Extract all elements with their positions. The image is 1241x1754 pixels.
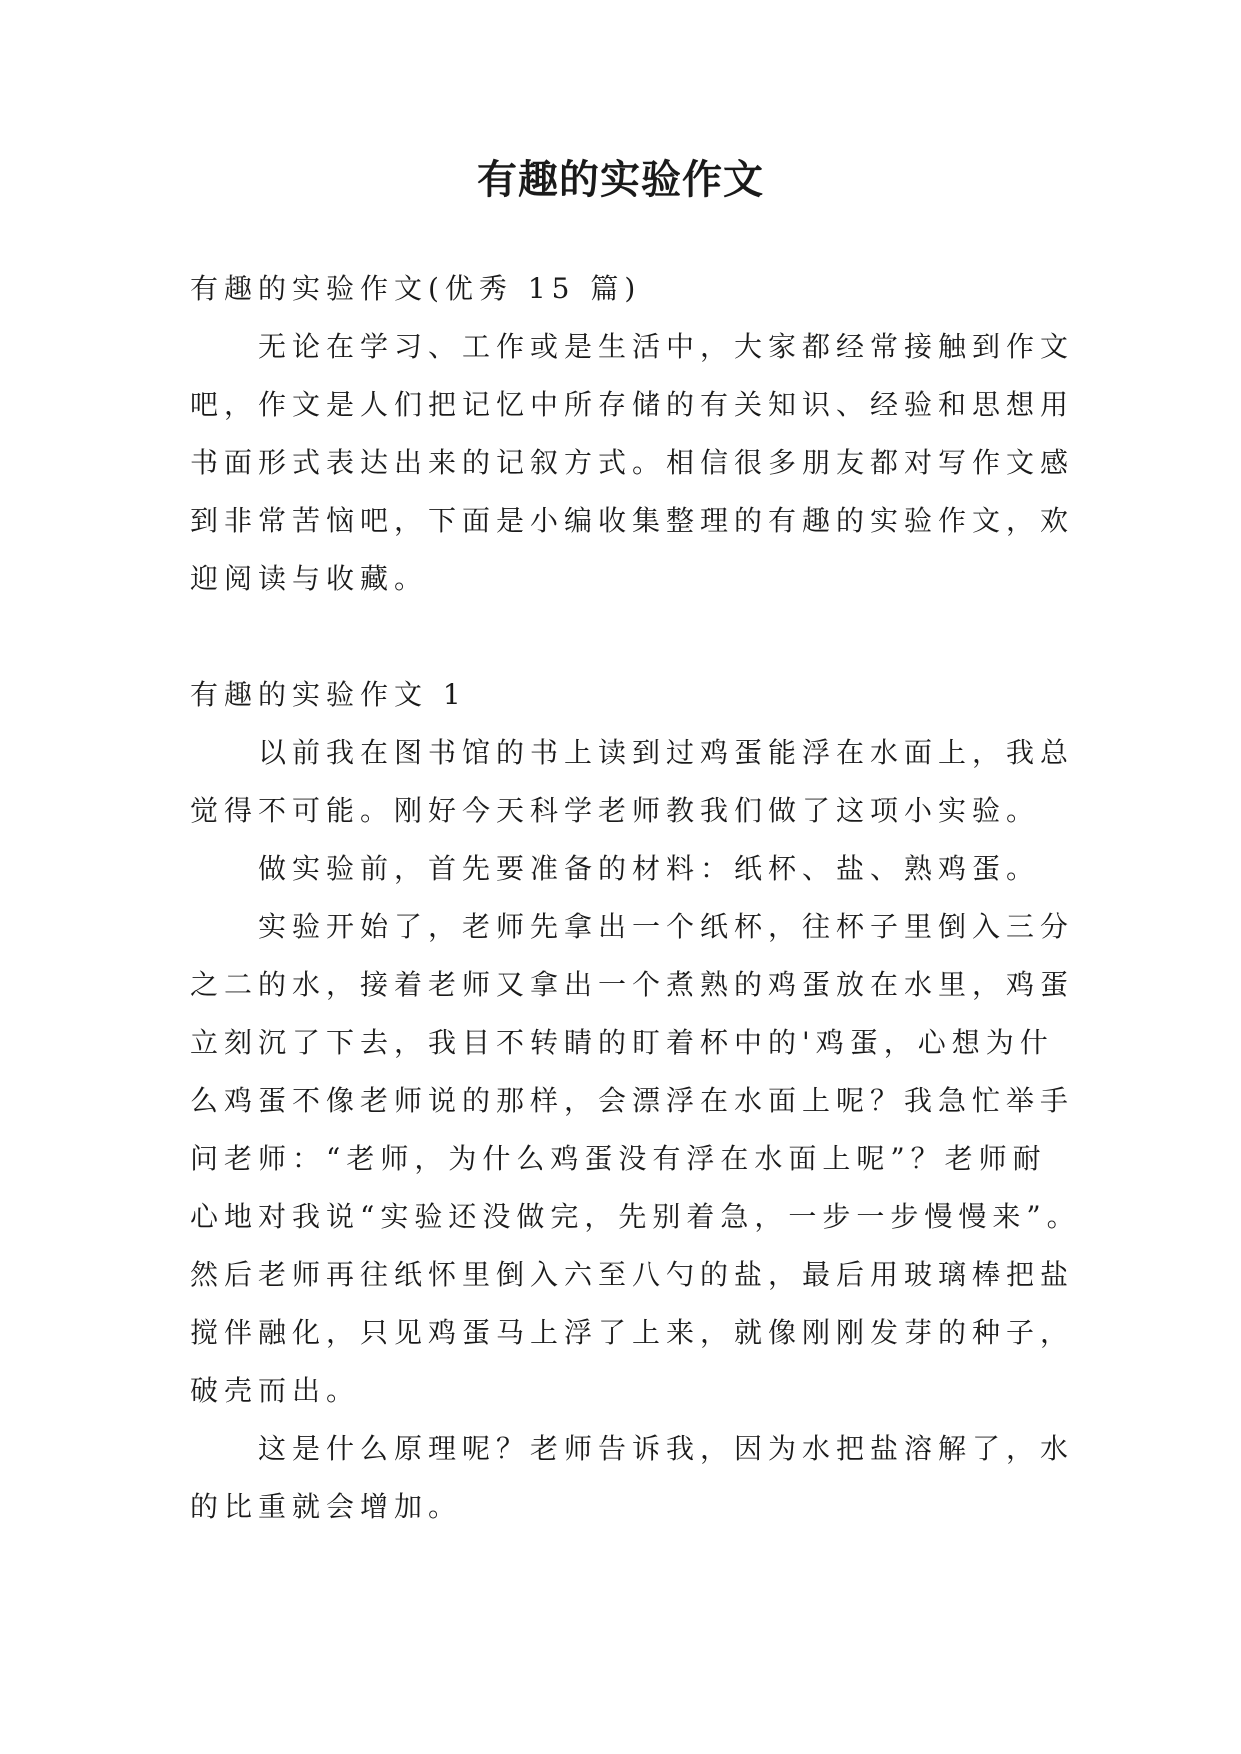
text-line: 心地对我说“实验还没做完，先别着急，一步一步慢慢来”。 <box>190 1200 1081 1233</box>
paragraph <box>190 724 1075 840</box>
text-line: 破壳而出。 <box>190 1374 361 1407</box>
section-heading: 有趣的实验作文 1 <box>190 678 467 711</box>
text-line: 么鸡蛋不像老师说的那样，会漂浮在水面上呢？我急忙举手 <box>190 1084 1075 1117</box>
document-body <box>190 260 1081 1536</box>
text-line: 问老师：“老师，为什么鸡蛋没有浮在水面上呢”？老师耐 <box>190 1142 1047 1175</box>
paragraph <box>190 840 1058 898</box>
text-line: 做实验前，首先要准备的材料：纸杯、盐、熟鸡蛋。 <box>258 852 1041 885</box>
text-line: 的比重就会增加。 <box>190 1490 463 1523</box>
intro-paragraph <box>190 318 1075 608</box>
document-subtitle: 有趣的实验作文(优秀 15 篇) <box>190 272 642 305</box>
text-line: 到非常苦恼吧，下面是小编收集整理的有趣的实验作文，欢 <box>190 504 1075 537</box>
text-line: 实验开始了，老师先拿出一个纸杯，往杯子里倒入三分 <box>258 910 1075 943</box>
text-line: 之二的水，接着老师又拿出一个煮熟的鸡蛋放在水里，鸡蛋 <box>190 968 1075 1001</box>
paragraph-spacer <box>190 608 1058 666</box>
text-line: 迎阅读与收藏。 <box>190 562 429 595</box>
text-line: 无论在学习、工作或是生活中，大家都经常接触到作文 <box>258 330 1075 363</box>
text-line: 觉得不可能。刚好今天科学老师教我们做了这项小实验。 <box>190 794 1041 827</box>
document-title: 有趣的实验作文 <box>477 156 764 203</box>
text-line: 这是什么原理呢？老师告诉我，因为水把盐溶解了，水 <box>258 1432 1075 1465</box>
paragraph <box>190 898 1081 1420</box>
text-line: 搅伴融化，只见鸡蛋马上浮了上来，就像刚刚发芽的种子， <box>190 1316 1075 1349</box>
text-line: 然后老师再往纸怀里倒入六至八勺的盐，最后用玻璃棒把盐 <box>190 1258 1075 1291</box>
text-line: 书面形式表达出来的记叙方式。相信很多朋友都对写作文感 <box>190 446 1075 479</box>
text-line: 吧，作文是人们把记忆中所存储的有关知识、经验和思想用 <box>190 388 1075 421</box>
paragraph <box>190 1420 1075 1536</box>
text-line: 以前我在图书馆的书上读到过鸡蛋能浮在水面上，我总 <box>258 736 1075 769</box>
text-line: 立刻沉了下去，我目不转睛的盯着杯中的'鸡蛋，心想为什 <box>190 1026 1054 1059</box>
